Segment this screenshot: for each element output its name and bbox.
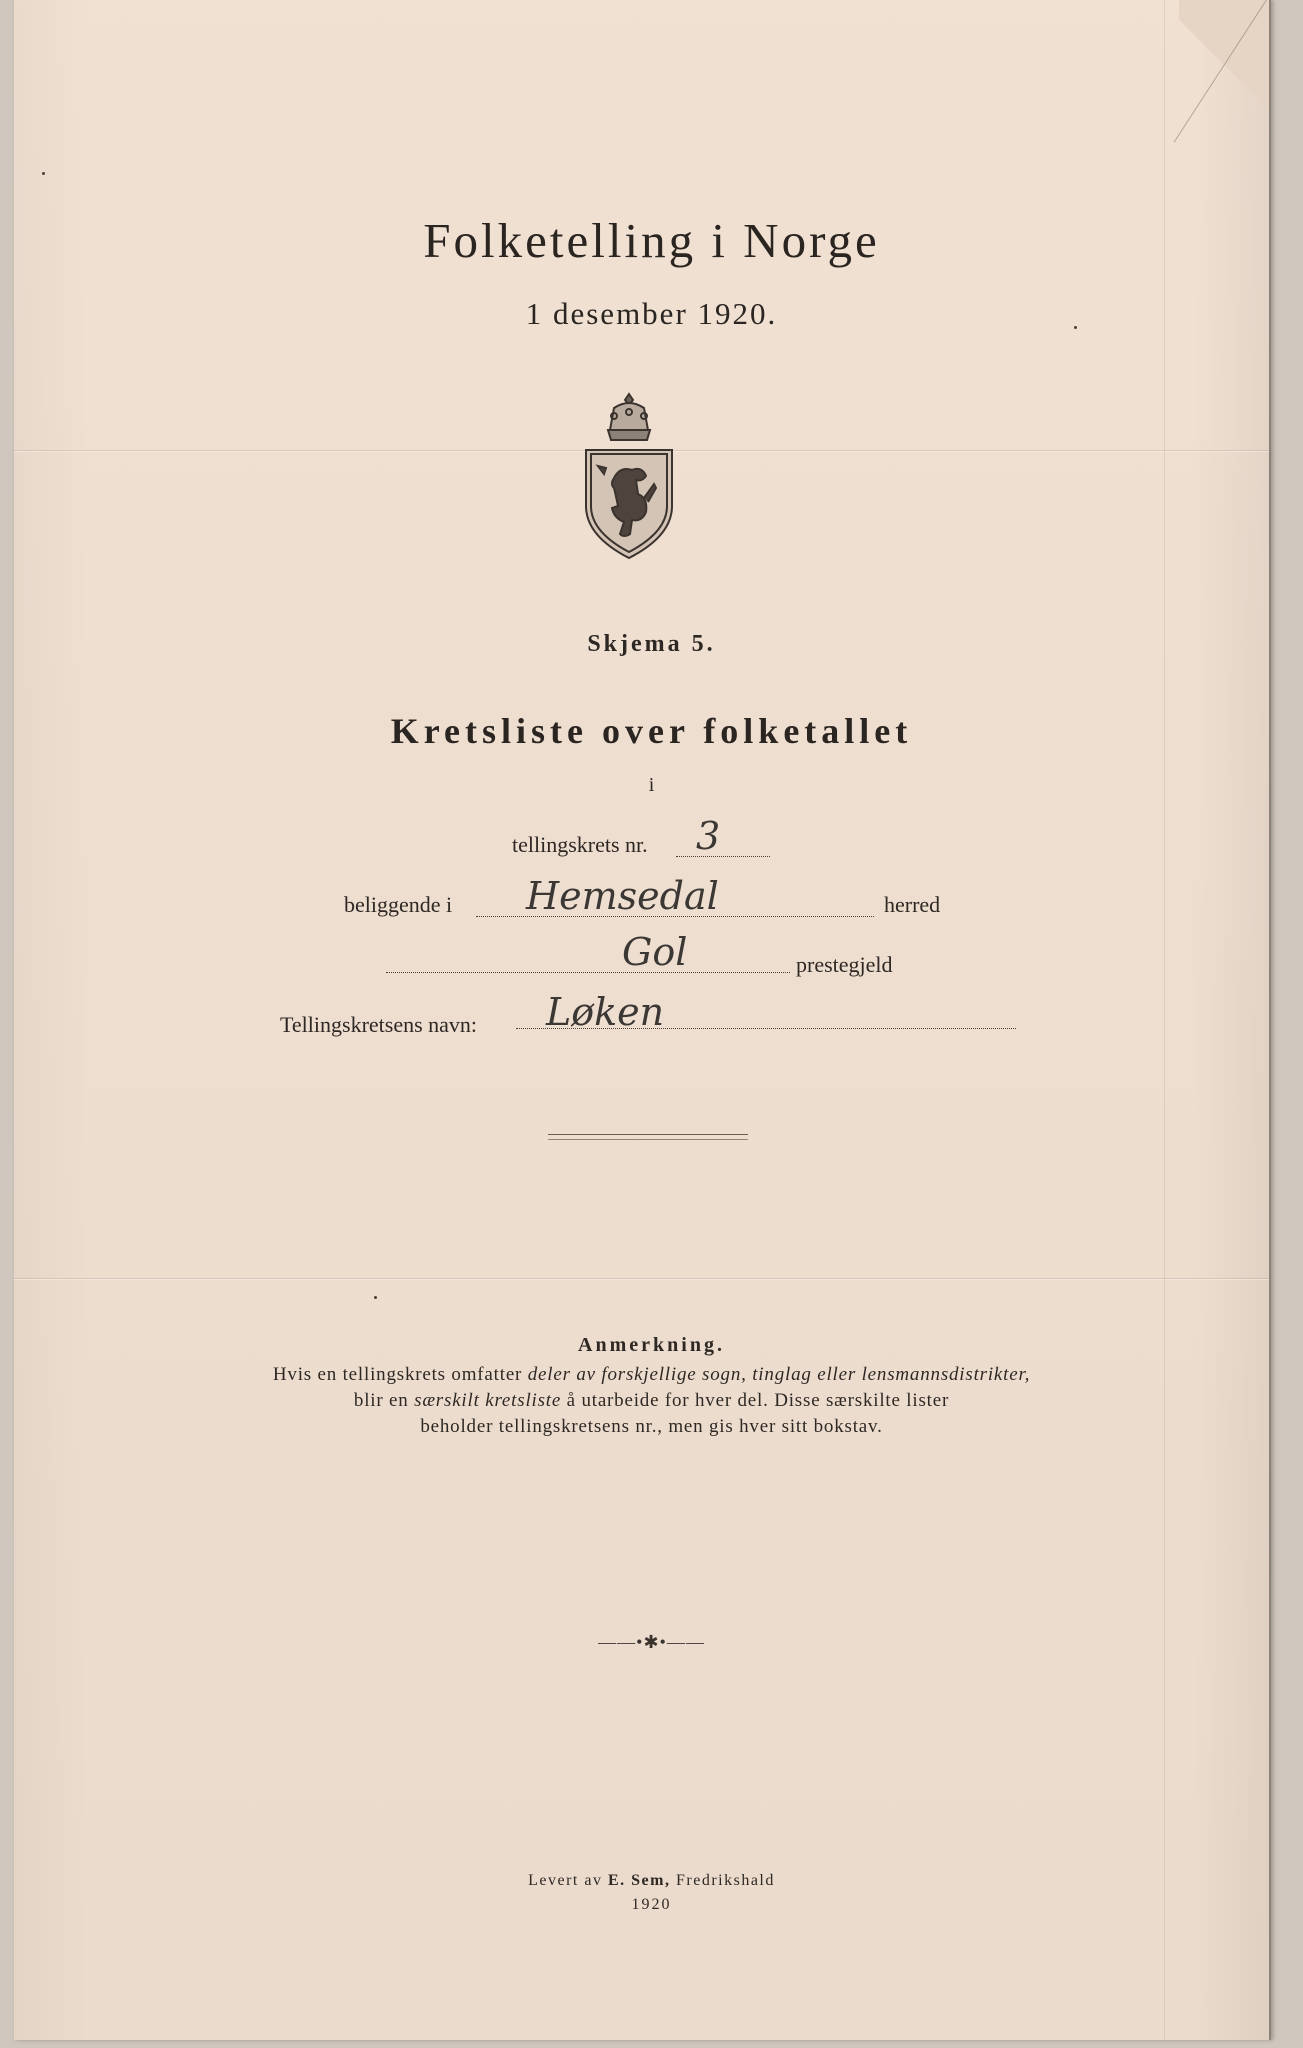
- prestegjeld-line: [386, 972, 790, 973]
- decorative-ornament: ——•✱•——: [598, 1632, 705, 1652]
- printer-year: 1920: [631, 1896, 672, 1913]
- page-title: Folketelling i Norge: [423, 213, 880, 268]
- herred-value: Hemsedal: [526, 874, 719, 918]
- district-name-value: Løken: [546, 990, 665, 1034]
- schema-number: Skjema 5.: [587, 631, 716, 657]
- paper-speck: [42, 172, 45, 175]
- krets-number-line: [676, 856, 770, 857]
- note-line-2: blir en særskilt kretsliste å utarbeide for hver del. Disse særskilte lister: [353, 1390, 950, 1411]
- note-heading: Anmerkning.: [578, 1334, 725, 1356]
- herred-label: herred: [884, 892, 941, 917]
- heading-connector: i: [648, 774, 655, 796]
- note-line-3: beholder tellingskretsens nr., men gis hver sitt bokstav.: [420, 1416, 883, 1437]
- document-heading: Kretsliste over folketallet: [390, 711, 913, 751]
- prestegjeld-value: Gol: [622, 930, 688, 974]
- district-name-label: Tellingskretsens navn:: [280, 1012, 478, 1037]
- norwegian-coat-of-arms-icon: [574, 390, 684, 562]
- krets-number-label: tellingskrets nr.: [512, 832, 648, 857]
- census-date: 1 desember 1920.: [525, 296, 778, 331]
- separator-rule: [548, 1139, 748, 1140]
- krets-number-value: 3: [696, 814, 721, 858]
- note-line-1: Hvis en tellingskrets omfatter deler av forskjellige sogn, tinglag eller lensmannsdistrikter,: [272, 1364, 1031, 1385]
- separator-rule: [548, 1134, 748, 1135]
- paper-speck: [374, 1296, 377, 1299]
- prestegjeld-label: prestegjeld: [796, 952, 893, 977]
- paper-fold: [14, 1278, 1269, 1280]
- printer-credit: Levert av E. Sem, Fredrikshald: [528, 1872, 775, 1889]
- location-label: beliggende i: [344, 892, 453, 917]
